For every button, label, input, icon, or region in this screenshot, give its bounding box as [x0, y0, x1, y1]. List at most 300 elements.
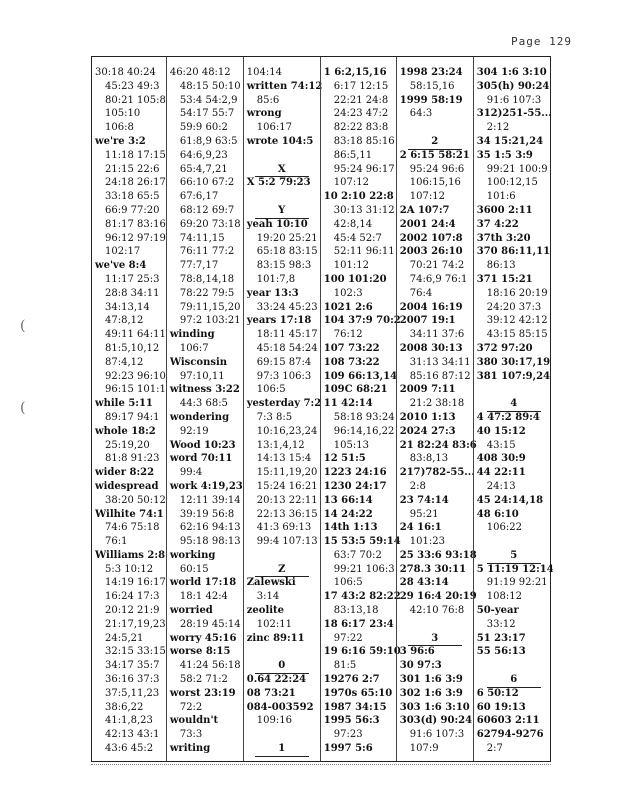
section-letter: 6 — [487, 673, 541, 688]
page-line-reference: 101:12 — [333, 260, 369, 272]
page-line-reference: 67:6,17 — [179, 191, 219, 203]
index-term: worst 23:19 — [169, 687, 236, 699]
hole-punch-mark: ( — [20, 400, 26, 416]
page-line-reference: 30:13 31:12 — [333, 204, 395, 216]
page-line-reference: 30:18 40:24 — [95, 67, 156, 78]
index-term: 28 43:14 — [399, 577, 449, 589]
page-line-reference: 41:24 56:18 — [179, 660, 241, 672]
index-term: X 5:2 79:23 — [246, 177, 311, 189]
index-term: 2024 27:3 — [399, 425, 456, 437]
page-line-reference: 83:13,18 — [333, 605, 379, 617]
page-line-reference: 64:6,9,23 — [179, 149, 228, 161]
page-line-reference: 70:21 74:2 — [409, 260, 465, 272]
index-term: 2003 26:10 — [399, 246, 463, 258]
page-line-reference: 24:20 37:3 — [486, 301, 542, 313]
page-line-reference: 95:24 96:6 — [409, 163, 465, 175]
index-term: zinc 89:11 — [246, 632, 305, 644]
page-line-reference: 106:8 — [105, 122, 134, 134]
page-line-reference: 21:15 22:6 — [105, 163, 160, 175]
page-line-reference: 74:11,15 — [179, 232, 225, 244]
page-line-reference: 43:6 45:2 — [105, 743, 154, 755]
page-line-reference: 24:5,21 — [105, 632, 144, 644]
index-term: 19276 2:7 — [323, 674, 380, 686]
page-line-reference: 42:13 43:1 — [105, 729, 160, 741]
section-letter: 1 — [255, 742, 309, 757]
index-column-6 — [473, 57, 554, 761]
index-term: 370 86:11,11 — [476, 246, 551, 258]
page-line-reference: 42:10 76:8 — [409, 605, 465, 617]
page-line-reference: 96:15 101:1 — [105, 384, 166, 396]
page-line-reference: 78:8,14,18 — [179, 273, 235, 285]
index-term: zeolite — [246, 605, 285, 617]
section-letter: 4 — [487, 397, 541, 412]
page-line-reference: 106:7 — [179, 342, 209, 354]
page-line-reference: 107:9 — [409, 743, 439, 755]
page-line-reference: 48:15 50:10 — [179, 80, 241, 92]
index-column-2 — [166, 57, 243, 761]
bottom-dotted-rule — [91, 764, 551, 765]
index-term: years 17:18 — [246, 315, 312, 327]
page-line-reference: 65:18 83:15 — [256, 246, 318, 258]
page-line-reference: 11:18 17:15 — [105, 149, 166, 161]
index-term: 14th 1:13 — [323, 522, 378, 534]
page-line-reference: 28:19 45:14 — [179, 618, 241, 630]
page-line-reference: 58:2 71:2 — [179, 674, 228, 686]
page-line-reference: 32:15 33:15 — [105, 646, 166, 658]
index-term: 2004 16:19 — [399, 301, 463, 313]
index-term: Zalewski — [246, 577, 296, 589]
page-line-reference: 66:9 77:20 — [105, 204, 160, 216]
page-line-reference: 10:16,23,24 — [256, 425, 318, 437]
page-line-reference: 6:17 12:15 — [333, 80, 389, 92]
index-term: 35 1:5 3:9 — [476, 149, 533, 161]
index-term: Williams 2:8 — [95, 549, 166, 561]
page-line-reference: 46:20 48:12 — [169, 67, 231, 78]
page-line-reference: 37:5,11,23 — [105, 687, 160, 699]
page-line-reference: 14:19 16:17 — [105, 577, 166, 589]
index-term: 3600 2:11 — [476, 204, 533, 216]
page-line-reference: 76:12 — [333, 329, 363, 341]
page-line-reference: 33:18 65:5 — [105, 191, 160, 203]
page-line-reference: 19:20 25:21 — [256, 232, 318, 244]
page-line-reference: 96:14,16,22 — [333, 425, 395, 437]
page-line-reference: 78:22 79:5 — [179, 287, 235, 299]
index-column-3 — [243, 57, 323, 761]
index-term: 08 73:21 — [246, 687, 296, 699]
index-term: 1998 23:24 — [399, 67, 463, 78]
page-line-reference: 25:19,20 — [105, 439, 150, 451]
page-line-reference: 15:24 16:21 — [256, 480, 318, 492]
section-letter-heading — [474, 397, 554, 411]
blank-line — [244, 190, 320, 204]
page-line-reference: 5:3 10:12 — [105, 563, 154, 575]
index-term: 3 96:6 — [399, 646, 435, 658]
index-term: 305(h) 90:24 — [476, 80, 550, 92]
page-line-reference: 99:21 100:9 — [486, 163, 548, 175]
index-term: 084-003592 — [246, 701, 314, 713]
page-line-reference: 2:12 — [486, 122, 510, 134]
index-term: wider 8:22 — [95, 467, 155, 479]
page-line-reference: 12:11 39:14 — [179, 494, 241, 506]
index-term: worse 8:15 — [169, 646, 231, 658]
page-line-reference: 108:12 — [486, 591, 522, 603]
page-line-reference: 106:5 — [256, 384, 286, 396]
page-line-reference: 105:13 — [333, 439, 369, 451]
section-letter-heading — [244, 563, 320, 577]
page-line-reference: 45:4 52:7 — [333, 232, 382, 244]
index-term: 108 73:22 — [323, 356, 380, 368]
index-term: year 13:3 — [246, 287, 299, 299]
page-line-reference: 33:12 — [486, 618, 516, 630]
index-term: winding — [169, 329, 215, 341]
page-line-reference: 13:1,4,12 — [256, 439, 305, 451]
page-line-reference: 106:5 — [333, 577, 363, 589]
index-term: 1999 58:19 — [399, 94, 463, 106]
index-term: 1997 5:6 — [323, 743, 373, 755]
index-term: 372 97:20 — [476, 342, 533, 354]
page-line-reference: 20:12 21:9 — [105, 605, 160, 617]
page-line-reference: 92:23 96:10 — [105, 370, 166, 382]
index-term: 1 6:2,15,16 — [323, 67, 387, 78]
page-line-reference: 101:23 — [409, 536, 445, 548]
index-term: 5 11:19 12:14 — [476, 563, 554, 575]
section-letter-heading — [244, 163, 320, 177]
page-number-label: Page 129 — [511, 35, 572, 48]
index-term: 30 97:3 — [399, 660, 442, 672]
page-line-reference: 41:1,8,23 — [105, 715, 153, 727]
page-line-reference: 99:4 107:13 — [256, 536, 318, 548]
page-line-reference: 47:8,12 — [105, 315, 144, 327]
page-line-reference: 18:16 20:19 — [486, 287, 548, 299]
index-term: we've 8:4 — [95, 260, 147, 272]
page-line-reference: 72:2 — [179, 701, 203, 713]
page-line-reference: 81:17 83:16 — [105, 218, 166, 230]
page-line-reference: 39:19 56:8 — [179, 508, 235, 520]
page-line-reference: 91:6 107:3 — [409, 729, 465, 741]
index-term: wrote 104:5 — [246, 135, 314, 147]
blank-line — [397, 121, 473, 135]
index-term: 1230 24:17 — [323, 480, 387, 492]
index-column-4 — [320, 57, 401, 761]
page-line-reference: 41:3 69:13 — [256, 522, 312, 534]
index-term: 371 15:21 — [476, 273, 533, 285]
index-term: 19 6:16 59:10 — [323, 646, 401, 658]
section-letter: X — [255, 163, 309, 178]
page-line-reference: 34:17 35:7 — [105, 660, 160, 672]
page-line-reference: 43:15 — [486, 439, 516, 451]
page-line-reference: 34:11 37:6 — [409, 329, 465, 341]
index-term: 62794-9276 — [476, 729, 544, 741]
page-line-reference: 39:12 42:12 — [486, 315, 548, 327]
page-line-reference: 22:21 24:8 — [333, 94, 389, 106]
index-term: 45 24:14,18 — [476, 494, 544, 506]
section-letter-heading — [244, 742, 320, 756]
page-line-reference: 100:12,15 — [486, 177, 538, 189]
page-line-reference: 21:17,19,23 — [105, 618, 166, 630]
section-letter: 5 — [487, 549, 541, 564]
index-term: 381 107:9,24 — [476, 370, 551, 382]
page-line-reference: 76:4 — [409, 287, 433, 299]
page-line-reference: 73:3 — [179, 729, 203, 741]
page-line-reference: 33:24 45:23 — [256, 301, 318, 313]
page-line-reference: 14:13 15:4 — [256, 453, 312, 465]
index-term: 55 56:13 — [476, 646, 526, 658]
page-line-reference: 82:22 83:8 — [333, 122, 389, 134]
index-term: Wood 10:23 — [169, 439, 236, 451]
page-line-reference: 2:8 — [409, 480, 426, 492]
page-line-reference: 74:6,9 76:1 — [409, 273, 468, 285]
page-line-reference: 42:8,14 — [333, 218, 373, 230]
index-term: 278.3 30:11 — [399, 563, 467, 575]
blank-line — [397, 618, 473, 632]
index-term: wrong — [246, 108, 282, 120]
page-line-reference: 68:12 69:7 — [179, 204, 235, 216]
page-line-reference: 44:3 68:5 — [179, 398, 228, 410]
index-term: 104 37:9 70:2 — [323, 315, 401, 327]
page-line-reference: 21:2 38:18 — [409, 398, 465, 410]
index-term: 60603 2:11 — [476, 715, 540, 727]
page-line-reference: 76:11 77:2 — [179, 246, 235, 258]
hole-punch-mark: ( — [20, 318, 26, 334]
page-line-reference: 99:4 — [179, 467, 203, 479]
index-term: 2008 30:13 — [399, 342, 463, 354]
index-term: worry 45:16 — [169, 632, 237, 644]
index-term: widespread — [95, 480, 159, 492]
page-line-reference: 106:17 — [256, 122, 292, 134]
index-term: Wilhite 74:1 — [95, 508, 164, 520]
page-line-reference: 31:13 34:11 — [409, 356, 471, 368]
page-line-reference: 34:13,14 — [105, 301, 150, 313]
index-term: worried — [169, 605, 213, 617]
page-line-reference: 96:12 97:19 — [105, 232, 166, 244]
index-term: word 70:11 — [169, 453, 233, 465]
page-line-reference: 81:5,10,12 — [105, 342, 160, 354]
index-term: 51 23:17 — [476, 632, 526, 644]
index-term: while 5:11 — [95, 398, 153, 410]
page-line-reference: 95:18 98:13 — [179, 536, 241, 548]
index-term: yeah 10:10 — [246, 218, 308, 230]
index-term: 2007 19:1 — [399, 315, 456, 327]
page-line-reference: 97:2 103:21 — [179, 315, 241, 327]
index-term: 12 51:5 — [323, 453, 366, 465]
index-term: 380 30:17,19 — [476, 356, 551, 368]
page-line-reference: 58:18 93:24 — [333, 411, 395, 423]
index-term: 1995 56:3 — [323, 715, 380, 727]
page-line-reference: 62:16 94:13 — [179, 522, 241, 534]
page-line-reference: 102:17 — [105, 246, 141, 258]
index-term: 21 82:24 83:6 — [399, 439, 477, 451]
index-term: 109C 68:21 — [323, 384, 388, 396]
page-line-reference: 18:11 45:17 — [256, 329, 318, 341]
index-term: 2010 1:13 — [399, 411, 456, 423]
page-line-reference: 86:13 — [486, 260, 516, 272]
section-letter-heading — [244, 204, 320, 218]
page-line-reference: 107:12 — [333, 177, 369, 189]
page-line-reference: 89:17 94:1 — [105, 411, 160, 423]
section-letter: 3 — [408, 632, 462, 647]
page-line-reference: 63:7 70:2 — [333, 549, 382, 561]
page-line-reference: 91:19 92:21 — [486, 577, 548, 589]
page-line-reference: 97:22 — [333, 632, 363, 644]
page-line-reference: 80:21 105:8 — [105, 94, 166, 106]
index-term: 18 6:17 23:4 — [323, 618, 394, 630]
page-line-reference: 85:6 — [256, 94, 280, 106]
page-line-reference: 109:16 — [256, 715, 292, 727]
index-table — [91, 56, 554, 762]
page-line-reference: 52:11 96:11 — [333, 246, 395, 258]
page-line-reference: 45:23 49:3 — [105, 80, 160, 92]
section-letter: 2 — [408, 135, 462, 150]
page-line-reference: 85:16 87:12 — [409, 370, 471, 382]
index-term: 50-year — [476, 605, 519, 617]
index-term: 23 74:14 — [399, 494, 449, 506]
page-line-reference: 24:18 26:17 — [105, 177, 166, 189]
index-column-1 — [92, 57, 166, 761]
index-term: 312)251-55... — [476, 108, 552, 120]
index-term: whole 18:2 — [95, 425, 156, 437]
page-line-reference: 95:21 — [409, 508, 439, 520]
page-line-reference: 66:10 67:2 — [179, 177, 235, 189]
page-line-reference: 60:15 — [179, 563, 209, 575]
index-term: wondering — [169, 411, 230, 423]
index-term: 10 2:10 22:8 — [323, 191, 394, 203]
index-term: 6 50:12 — [476, 687, 519, 699]
index-term: 37th 3:20 — [476, 232, 531, 244]
index-term: we're 3:2 — [95, 135, 146, 147]
index-term: work 4:19,23 — [169, 480, 243, 492]
index-term: 2002 107:8 — [399, 232, 463, 244]
index-term: 303 1:6 3:10 — [399, 701, 470, 713]
page-line-reference: 2:7 — [486, 743, 503, 755]
page-line-reference: 45:18 54:24 — [256, 342, 318, 354]
page-line-reference: 20:13 22:11 — [256, 494, 318, 506]
index-term: 304 1:6 3:10 — [476, 67, 547, 78]
index-term: 1021 2:6 — [323, 301, 373, 313]
page-line-reference: 107:12 — [409, 191, 445, 203]
index-term: 2009 7:11 — [399, 384, 456, 396]
index-term: 2 6:15 58:21 — [399, 149, 470, 161]
page-line-reference: 79:11,15,20 — [179, 301, 241, 313]
index-column-5 — [396, 57, 477, 761]
index-term: 24 16:1 — [399, 522, 442, 534]
section-letter-heading — [397, 632, 473, 646]
index-term: 1223 24:16 — [323, 467, 387, 479]
page-line-reference: 99:21 106:3 — [333, 563, 395, 575]
blank-line — [244, 549, 320, 563]
section-letter: Y — [255, 204, 309, 219]
index-term: 4 47:2 89:4 — [476, 411, 540, 423]
index-term: 301 1:6 3:9 — [399, 674, 463, 686]
page-line-reference: 92:19 — [179, 425, 209, 437]
section-letter: 0 — [255, 659, 309, 674]
page-line-reference: 105:10 — [105, 108, 141, 120]
page-line-reference: 65:4,7,21 — [179, 163, 228, 175]
page-line-reference: 83:18 85:16 — [333, 135, 395, 147]
section-letter-heading — [244, 659, 320, 673]
page-line-reference: 58:15,16 — [409, 80, 455, 92]
blank-line — [244, 728, 320, 742]
index-term: 34 15:21,24 — [476, 135, 544, 147]
blank-line — [244, 149, 320, 163]
index-term: 100 101:20 — [323, 273, 387, 285]
index-term: yesterday 7:2 — [246, 398, 322, 410]
index-term: 107 73:22 — [323, 342, 380, 354]
index-term: 302 1:6 3:9 — [399, 687, 463, 699]
blank-line — [474, 535, 554, 549]
page-line-reference: 104:14 — [246, 67, 282, 78]
blank-line — [474, 659, 554, 673]
index-term: 15 53:5 59:14 — [323, 536, 401, 548]
index-term: 25 33:6 93:18 — [399, 549, 477, 561]
page-line-reference: 15:11,19,20 — [256, 467, 318, 479]
blank-line — [244, 645, 320, 659]
page-line-reference: 64:3 — [409, 108, 433, 120]
page-line-reference: 61:8,9 63:5 — [179, 135, 238, 147]
page-line-reference: 91:6 107:3 — [486, 94, 542, 106]
page-line-reference: 101:7,8 — [256, 273, 296, 285]
page-line-reference: 101:6 — [486, 191, 516, 203]
page-line-reference: 102:11 — [256, 618, 292, 630]
index-term: 14 24:22 — [323, 508, 373, 520]
index-term: 0.64 22:24 — [246, 674, 307, 686]
page-line-reference: 38:20 50:12 — [105, 494, 166, 506]
page-line-reference: 69:20 73:18 — [179, 218, 241, 230]
index-term: 1987 34:15 — [323, 701, 387, 713]
index-term: 109 66:13,14 — [323, 370, 398, 382]
page-line-reference: 97:23 — [333, 729, 363, 741]
index-term: world 17:18 — [169, 577, 237, 589]
page-line-reference: 3:14 — [256, 591, 280, 603]
index-term: 217)782-55... — [399, 467, 475, 479]
page-line-reference: 69:15 87:4 — [256, 356, 312, 368]
index-term: 11 42:14 — [323, 398, 373, 410]
page-line-reference: 106:15,16 — [409, 177, 461, 189]
index-term: 29 16:4 20:19 — [399, 591, 477, 603]
index-term: 44 22:11 — [476, 467, 526, 479]
page-line-reference: 7:3 8:5 — [256, 411, 293, 423]
index-term: 408 30:9 — [476, 453, 526, 465]
page-line-reference: 97:10,11 — [179, 370, 225, 382]
index-term: working — [169, 549, 216, 561]
page-line-reference: 77:7,17 — [179, 260, 219, 272]
index-term: 13 66:14 — [323, 494, 373, 506]
page-line-reference: 81:8 91:23 — [105, 453, 160, 465]
page-line-reference: 81:5 — [333, 660, 357, 672]
index-term: 2A 107:7 — [399, 204, 450, 216]
page-line-reference: 49:11 64:11 — [105, 329, 166, 341]
index-term: 40 15:12 — [476, 425, 526, 437]
index-term: 1970s 65:10 — [323, 687, 393, 699]
page-line-reference: 22:13 36:15 — [256, 508, 318, 520]
index-term: written 74:12 — [246, 80, 323, 92]
page-line-reference: 59:9 60:2 — [179, 122, 228, 134]
index-term: 48 6:10 — [476, 508, 519, 520]
page-line-reference: 106:22 — [486, 522, 522, 534]
index-term: 2001 24:4 — [399, 218, 456, 230]
page-line-reference: 83:15 98:3 — [256, 260, 312, 272]
index-term: wouldn't — [169, 715, 219, 727]
index-term: 17 43:2 82:22 — [323, 591, 401, 603]
section-letter-heading — [474, 549, 554, 563]
page-line-reference: 11:17 25:3 — [105, 273, 160, 285]
page-line-reference: 53:4 54:2,9 — [179, 94, 238, 106]
page-line-reference: 18:1 42:4 — [179, 591, 228, 603]
page-line-reference: 54:17 55:7 — [179, 108, 235, 120]
page-line-reference: 76:1 — [105, 536, 128, 548]
page-line-reference: 87:4,12 — [105, 356, 144, 368]
index-term: writing — [169, 743, 211, 755]
index-term: 60 19:13 — [476, 701, 526, 713]
